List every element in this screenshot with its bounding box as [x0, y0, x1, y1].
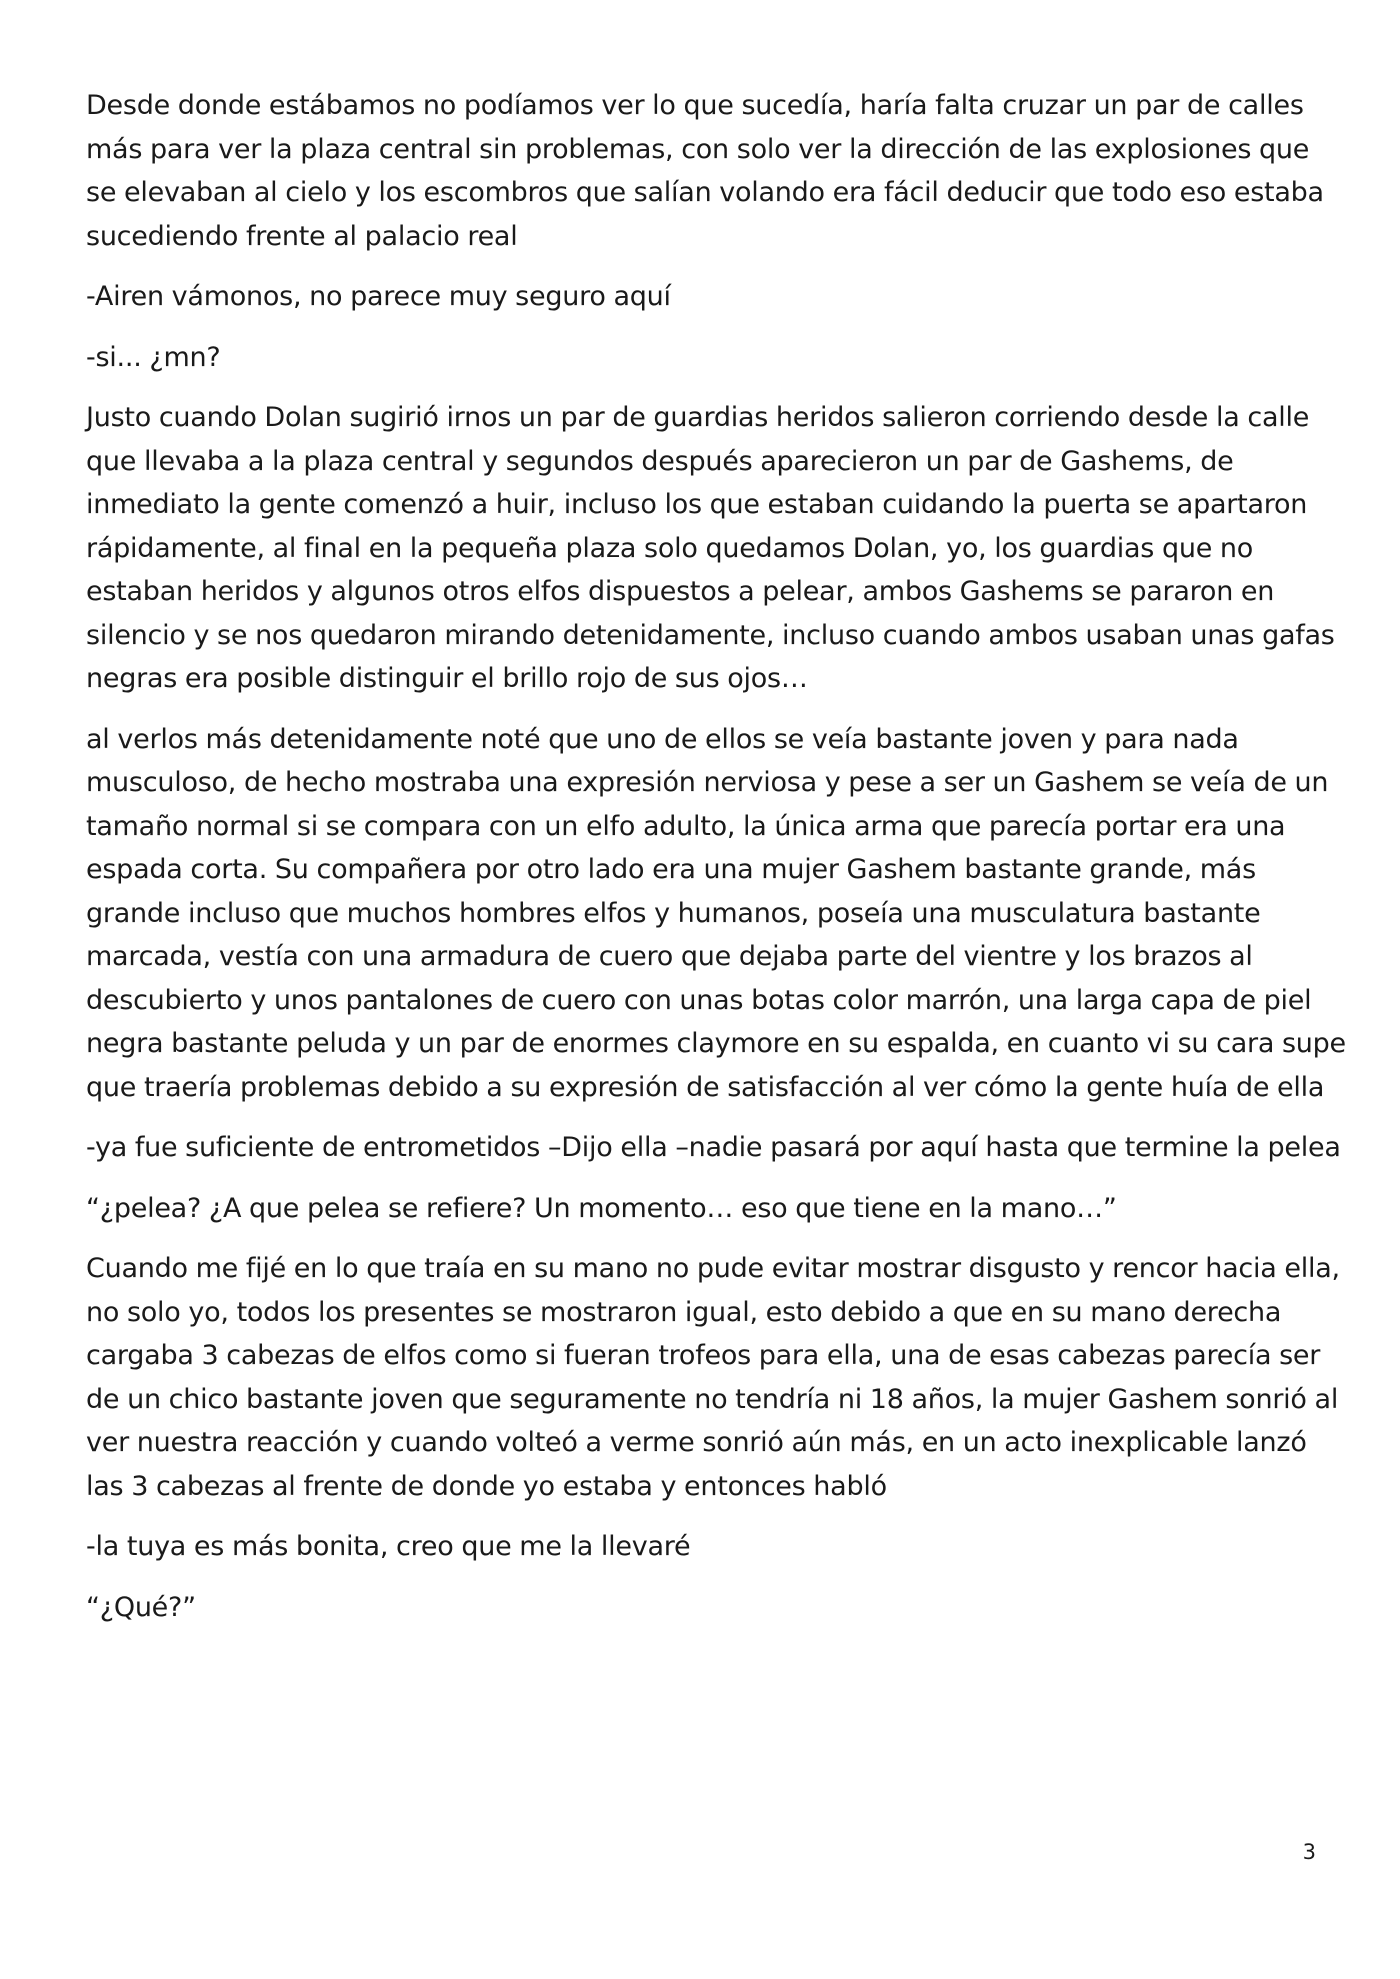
paragraph-3: -si... ¿mn? [86, 341, 221, 373]
paragraph-2: -Airen vámonos, no parece muy seguro aquí [86, 281, 671, 312]
paragraph-6: -ya fue suficiente de entrometidos –Dijo ella –nadie pasará por aquí hasta que termine la pelea [86, 1132, 1341, 1163]
paragraph-8: Cuando me fijé en lo que traía en su mano no pude evitar mostrar disgusto y rencor hacia ella, no solo yo, todos los presentes se mostraron igual, esto debido a que en su mano derecha cargaba 3 cabezas de elfos como si fueran trofeos para ella, una de esas cabezas parecía ser de un chico bastante joven que seguramente no tendría ni 18 años, la mujer Gashem sonrió al ver nuestra reacción y cuando volteó a verme sonrió aún más, en un acto inexplicable lanzó las 3 cabezas al frente de donde yo estaba y entonces habló [86, 1253, 1340, 1502]
paragraph-7: “¿pelea? ¿A que pelea se refiere? Un momento… eso que tiene en la mano…” [86, 1192, 1117, 1224]
paragraph-10: “¿Qué?” [86, 1591, 196, 1623]
paragraph-1: Desde donde estábamos no podíamos ver lo que sucedía, haría falta cruzar un par de calles más para ver la plaza central sin problemas, con solo ver la dirección de las explosiones que se elevaban al cielo y los escombros que salían volando era fácil deducir que todo eso estaba sucediendo frente al palacio real [86, 90, 1324, 252]
page-number: 3 [1302, 1840, 1316, 1864]
paragraph-9: -la tuya es más bonita, creo que me la llevaré [86, 1531, 691, 1562]
paragraph-5: al verlos más detenidamente noté que uno de ellos se veía bastante joven y para nada musculoso, de hecho mostraba una expresión nerviosa y pese a ser un Gashem se veía de un tamaño normal si se compara con un elfo adulto, la única arma que parecía portar era una espada corta. Su compañera por otro lado era una mujer Gashem bastante grande, más grande incluso que muchos hombres elfos y humanos, poseía una musculatura bastante marcada, vestía con una armadura de cuero que dejaba parte del vientre y los brazos al descubierto y unos pantalones de cuero con unas botas color marrón, una larga capa de piel negra bastante peluda y un par de enormes claymore en su espalda, en cuanto vi su cara supe que traería problemas debido a su expresión de satisfacción al ver cómo la gente huía de ella [86, 723, 1346, 1103]
text-body [86, 84, 1346, 1646]
paragraph-4: Justo cuando Dolan sugirió irnos un par de guardias heridos salieron corriendo desde la calle que llevaba a la plaza central y segundos después aparecieron un par de Gashems, de inmediato la gente comenzó a huir, incluso los que estaban cuidando la puerta se apartaron rápidamente, al final en la pequeña plaza solo quedamos Dolan, yo, los guardias que no estaban heridos y algunos otros elfos dispuestos a pelear, ambos Gashems se pararon en silencio y se nos quedaron mirando detenidamente, incluso cuando ambos usaban unas gafas negras era posible distinguir el brillo rojo de sus ojos… [86, 402, 1335, 694]
